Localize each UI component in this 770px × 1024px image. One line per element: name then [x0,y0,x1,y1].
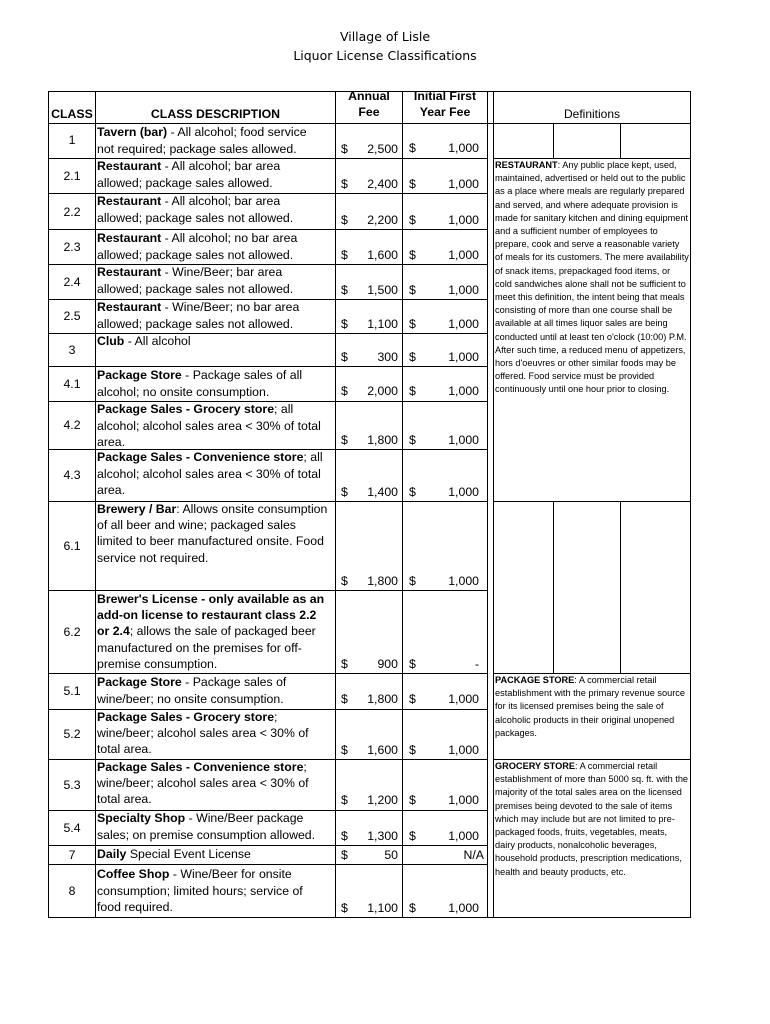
description-text: sales; on premise consumption allowed. [97,827,316,842]
header-annual-line2: Fee [358,105,380,119]
description-bold: Restaurant [97,194,162,208]
class-description-line [97,847,251,863]
annual-fee-value: 1,100 [367,901,398,915]
class-description-line [97,419,321,435]
class-description-line [97,518,296,534]
class-description-line [97,692,284,708]
class-description-line [97,317,293,333]
description-bold: Package Sales - Convenience store [97,450,304,464]
document-title: Village of Lisle [339,29,431,44]
description-text: ; all [274,402,294,416]
description-text: - Package sales of all [181,368,303,382]
annual-fee-currency: $ [341,317,348,331]
description-bold: Daily [97,847,127,861]
class-description-line [97,435,125,451]
class-number: 4.2 [63,418,81,432]
description-bold: Restaurant [97,159,162,173]
initial-fee-value: 1,000 [448,213,479,227]
annual-fee-currency: $ [341,248,348,262]
description-text: - All alcohol; bar area [161,159,281,173]
initial-fee-currency: $ [409,657,416,671]
header-annual-line1: Annual [348,89,390,103]
annual-fee-currency: $ [341,177,348,191]
annual-fee-value: 1,800 [367,692,398,706]
annual-fee-value: 1,500 [367,283,398,297]
annual-fee-currency: $ [341,692,348,706]
class-description-line [97,450,323,466]
description-text: Special Event License [126,847,251,861]
description-text: consumption; limited hours; service of [97,883,303,898]
header-definitions: Definitions [563,107,621,121]
initial-fee-value: 1,000 [448,793,479,807]
description-text: total area. [97,792,152,806]
class-description-line [97,884,303,900]
annual-fee-value: 50 [384,848,398,862]
initial-fee-value: 1,000 [448,485,479,499]
description-text: manufactured on the premises for off- [97,640,302,655]
description-text: wine/beer; alcohol sales area < 30% of [97,726,309,740]
initial-fee-value: - [474,657,479,671]
annual-fee-currency: $ [341,433,348,447]
definition-text: : Any public place kept, used, maintained, advertised or held out to the public as a place where meals are regularly prepared and served, and where adequate provision is made for sanitary kitchen and dining equipment and a sufficient number of employees to prepare, cook and serve a reasonable variety of meals for its customers. The mere availability of snack items, prepackaged food items, or cold sandwiches alone shall not be sufficient to meet this definition, the intent being that meals consisting of more than one course shall be available at all times liquor sales are being conducted until at least ten o'clock (10:00) P.M. After such time, a reduced menu of appetizers, hors d'oeuvres or other similar foods may be offered. Food service must be provided continuously until one hour prior to closing. [495,160,689,395]
class-description-line [97,641,302,657]
class-description-line [97,608,316,624]
document-subtitle: Liquor License Classifications [293,48,477,63]
definition-package-store [495,674,689,740]
initial-fee-value: 1,000 [448,248,479,262]
annual-fee-currency: $ [341,350,348,364]
class-description-line [97,867,292,883]
annual-fee-currency: $ [341,793,348,807]
description-text: : Allows onsite consumption [176,502,328,516]
annual-fee-value: 1,200 [367,793,398,807]
annual-fee-currency: $ [341,901,348,915]
description-text: food required. [97,900,173,914]
class-number: 5.1 [63,684,81,698]
class-description-line [97,534,324,550]
class-number: 6.1 [63,539,81,553]
class-number: 3 [68,343,76,357]
class-description-line [97,265,282,281]
class-description-line [97,300,299,316]
annual-fee-currency: $ [341,384,348,398]
class-description-line [97,282,293,298]
description-bold: Tavern (bar) [97,125,168,139]
class-number: 5.2 [63,727,81,741]
annual-fee-value: 1,800 [367,574,398,588]
initial-fee-currency: $ [409,901,416,915]
description-bold: Restaurant [97,300,162,314]
class-number: 8 [68,884,76,898]
initial-fee-currency: $ [409,574,416,588]
annual-fee-value: 1,600 [367,743,398,757]
class-description-line [97,811,303,827]
class-description-line [97,142,297,158]
class-description-line [97,402,293,418]
initial-fee-currency: $ [409,350,416,364]
description-text: total area. [97,742,152,756]
annual-fee-value: 1,100 [367,317,398,331]
annual-fee-value: 2,200 [367,213,398,227]
class-description-line [97,483,125,499]
class-description-line [97,194,280,210]
description-bold: or 2.4 [97,624,130,639]
initial-fee-currency: $ [409,317,416,331]
annual-fee-value: 2,400 [367,177,398,191]
description-text: - All alcohol; no bar area [161,231,298,245]
description-bold: Brewery / Bar [97,502,177,516]
description-bold: Package Store [97,675,182,689]
annual-fee-currency: $ [341,574,348,588]
annual-fee-currency: $ [341,283,348,297]
class-description-line [97,125,307,141]
description-text: allowed; package sales allowed. [97,175,273,190]
description-text: allowed; package sales not allowed. [97,316,294,331]
initial-fee-value: 1,000 [448,283,479,297]
initial-fee-currency: $ [409,384,416,398]
class-description-line [97,675,286,691]
description-text: - All alcohol; food service [167,125,307,139]
initial-fee-value: N/A [463,848,484,862]
description-text: alcohol; alcohol sales area < 30% of total [97,466,321,481]
class-description-line [97,710,277,726]
description-text: - Wine/Beer; bar area [161,265,283,279]
initial-fee-currency: $ [409,692,416,706]
initial-fee-value: 1,000 [448,433,479,447]
description-bold: Package Sales - Convenience store [97,760,304,774]
description-text: allowed; package sales not allowed. [97,247,294,262]
annual-fee-value: 2,500 [367,142,398,156]
description-text: of all beer and wine; packaged sales [97,518,296,533]
description-text: ; all [303,450,323,464]
initial-fee-currency: $ [409,485,416,499]
initial-fee-currency: $ [409,141,416,155]
class-number: 5.3 [63,778,81,792]
class-number: 2.3 [63,240,81,254]
description-text: area. [97,435,126,449]
annual-fee-value: 1,800 [367,433,398,447]
annual-fee-currency: $ [341,213,348,227]
description-bold: Package Sales - Grocery store [97,710,275,724]
class-description-line [97,657,217,673]
description-text: allowed; package sales not allowed. [97,281,294,296]
class-description-line [97,726,309,742]
description-text: allowed; package sales not allowed. [97,210,294,225]
initial-fee-currency: $ [409,433,416,447]
annual-fee-value: 1,600 [367,248,398,262]
annual-fee-value: 2,000 [367,384,398,398]
description-text: - Wine/Beer package [185,811,304,825]
description-text: - Wine/Beer; no bar area [161,300,300,314]
description-bold: Club [97,334,125,348]
annual-fee-currency: $ [341,657,348,671]
header-class-description: CLASS DESCRIPTION [150,107,281,121]
initial-fee-value: 1,000 [448,141,479,155]
class-number: 2.5 [63,309,81,323]
description-bold: Coffee Shop [97,867,170,881]
initial-fee-currency: $ [409,213,416,227]
class-description-line [97,624,316,640]
annual-fee-value: 300 [377,350,398,364]
class-description-line [97,828,315,844]
class-description-line [97,159,280,175]
initial-fee-currency: $ [409,793,416,807]
description-text: area. [97,483,126,497]
description-bold: Brewer's License - only available as an [97,592,325,606]
initial-fee-value: 1,000 [448,743,479,757]
description-bold: Specialty Shop [97,811,186,825]
description-bold: Restaurant [97,265,162,279]
class-number: 4.3 [63,468,81,482]
description-text: wine/beer; no onsite consumption. [97,691,284,706]
class-number: 6.2 [63,625,81,639]
initial-fee-value: 1,000 [448,350,479,364]
annual-fee-currency: $ [341,142,348,156]
class-description-line [97,776,309,792]
initial-fee-value: 1,000 [448,574,479,588]
description-text: alcohol; no onsite consumption. [97,384,270,399]
description-bold: Package Store [97,368,182,382]
description-text: limited to beer manufactured onsite. Food [97,534,324,549]
description-text: service not required. [97,550,209,565]
definition-restaurant [495,159,689,397]
class-description-line [97,467,321,483]
class-number: 1 [68,133,76,147]
class-description-line [97,551,208,567]
initial-fee-currency: $ [409,743,416,757]
description-text: premise consumption. [97,656,218,671]
class-number: 5.4 [63,821,81,835]
class-description-line [97,900,173,916]
annual-fee-value: 900 [377,657,398,671]
initial-fee-currency: $ [409,248,416,262]
initial-fee-value: 1,000 [448,692,479,706]
definition-term: PACKAGE STORE [495,675,575,685]
definition-term: GROCERY STORE [495,761,575,771]
class-description-line [97,760,307,776]
description-text: ; [274,710,278,724]
initial-fee-value: 1,000 [448,317,479,331]
definition-text: : A commercial retail establishment with the primary revenue source for its licensed premises being the sale of alcoholic products in their original unopened packages. [495,675,685,738]
description-text: - All alcohol; bar area [161,194,281,208]
class-description-line [97,368,302,384]
class-description-line [97,176,273,192]
class-description-line [97,231,297,247]
annual-fee-value: 1,300 [367,829,398,843]
description-bold: Package Sales - Grocery store [97,402,275,416]
description-text: - Wine/Beer for onsite [169,867,292,881]
initial-fee-value: 1,000 [448,384,479,398]
class-description-line [97,502,327,518]
annual-fee-currency: $ [341,485,348,499]
class-number: 4.1 [63,377,81,391]
description-text: not required; package sales allowed. [97,141,297,156]
description-text: wine/beer; alcohol sales area < 30% of [97,776,309,790]
header-class: CLASS [51,107,93,121]
initial-fee-currency: $ [409,829,416,843]
class-description-line [97,385,269,401]
class-number: 2.1 [63,169,81,183]
definition-grocery-store [495,760,689,879]
class-description-line [97,792,152,808]
annual-fee-value: 1,400 [367,485,398,499]
class-description-line [97,592,324,608]
class-description-line [97,334,191,350]
class-description-line [97,742,152,758]
annual-fee-currency: $ [341,743,348,757]
initial-fee-currency: $ [409,283,416,297]
description-bold: add-on license to restaurant class 2.2 [97,608,317,623]
class-description-line [97,248,293,264]
header-initial-line1: Initial First [413,89,477,103]
header-initial-line2: Year Fee [419,105,471,119]
definition-text: : A commercial retail establishment of more than 5000 sq. ft. with the majority of the total sales area on the licensed premises being devoted to the sale of items which may include but are not limited to pre-packaged foods, fruits, vegetables, meats, dairy products, nonalcoholic beverages, household products, prescription medications, health and beauty products, etc. [495,761,689,877]
description-text: ; [303,760,307,774]
initial-fee-value: 1,000 [448,901,479,915]
description-bold: Restaurant [97,231,162,245]
description-text: ; allows the sale of packaged beer [129,624,316,639]
initial-fee-currency: $ [409,177,416,191]
annual-fee-currency: $ [341,848,348,862]
class-description-line [97,211,293,227]
class-number: 7 [68,848,76,862]
annual-fee-currency: $ [341,829,348,843]
description-text: - Package sales of [181,675,287,689]
class-number: 2.2 [63,205,81,219]
definition-term: RESTAURANT [495,160,558,170]
initial-fee-value: 1,000 [448,829,479,843]
initial-fee-value: 1,000 [448,177,479,191]
description-text: alcohol; alcohol sales area < 30% of total [97,418,321,433]
description-text: - All alcohol [124,334,191,348]
class-number: 2.4 [63,275,81,289]
